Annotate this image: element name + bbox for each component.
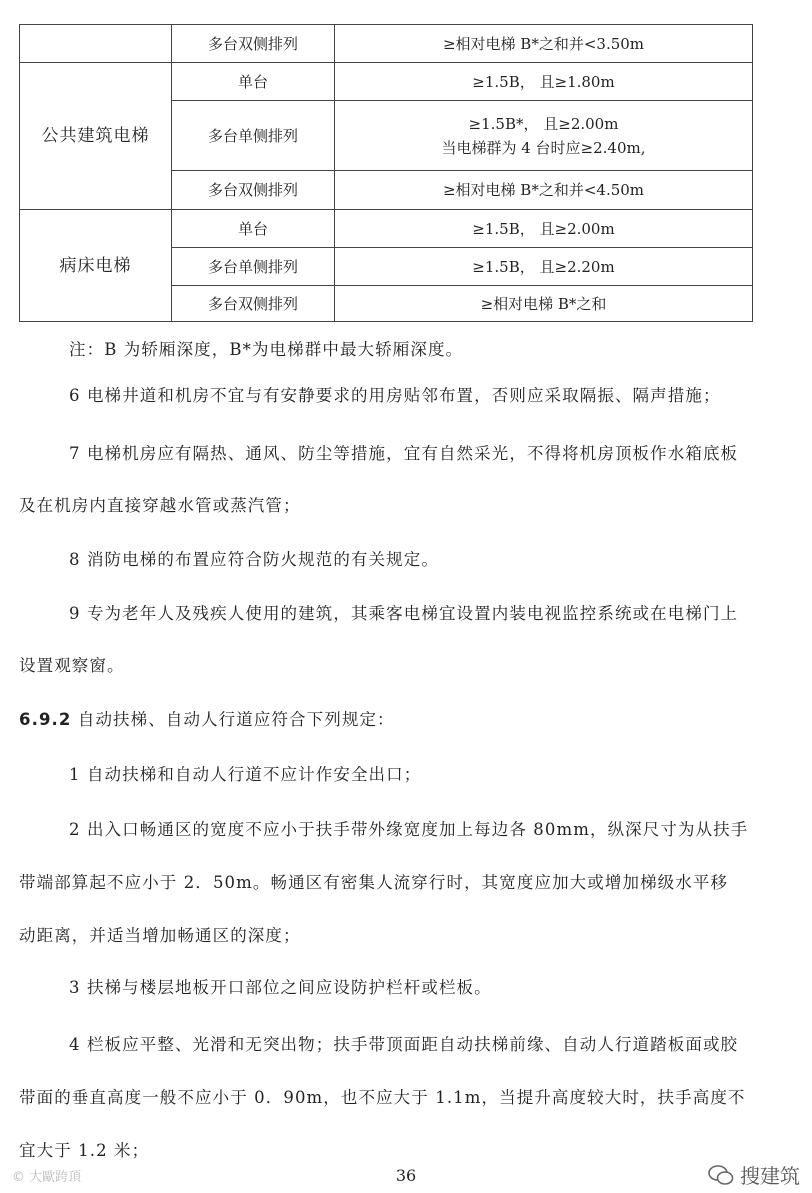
table-cell-category: 病床电梯: [20, 210, 172, 322]
value-line: 当电梯群为 4 台时应≥2.40m,: [441, 138, 646, 157]
clause-8: 8 消防电梯的布置应符合防火规范的有关规定。: [69, 550, 439, 569]
clause-2: 2 出入口畅通区的宽度不应小于扶手带外缘宽度加上每边各 80mm，纵深尺寸为从扶手: [69, 820, 749, 839]
wechat-icon: [708, 1164, 734, 1186]
table-cell-value: [335, 101, 753, 171]
clause-7-cont: 及在机房内直接穿越水管或蒸汽管；: [19, 496, 301, 515]
table-cell-config: 多台双侧排列: [172, 171, 335, 210]
clause-3: 3 扶梯与楼层地板开口部位之间应设防护栏杆或栏板。: [69, 978, 492, 997]
table-cell-config: 多台单侧排列: [172, 101, 335, 171]
table-cell-category: [20, 25, 172, 63]
table-cell-value: ≥相对电梯 B*之和并<3.50m: [335, 25, 753, 63]
clause-9-cont: 设置观察窗。: [19, 656, 125, 675]
watermark-right: [708, 1160, 800, 1189]
table-cell-value: ≥1.5B， 且≥2.00m: [335, 210, 753, 248]
watermark-left: © 大歐跨頂: [12, 1170, 82, 1185]
table-cell-value: ≥1.5B， 且≥2.20m: [335, 248, 753, 286]
section-heading: [19, 710, 799, 730]
clause-2-cont: 动距离，并适当增加畅通区的深度；: [19, 926, 301, 945]
table-cell-config: 单台: [172, 210, 335, 248]
clause-4-cont: 带面的垂直高度一般不应小于 0．90m，也不应大于 1.1m，当提升高度较大时，扶手高度不: [19, 1088, 746, 1107]
elevator-spec-table: [19, 24, 753, 322]
table-cell-value: ≥相对电梯 B*之和并<4.50m: [335, 171, 753, 210]
section-number: 6.9.2: [19, 710, 72, 729]
table-cell-config: 多台双侧排列: [172, 25, 335, 63]
table-cell-config: 单台: [172, 63, 335, 101]
clause-4: 4 栏板应平整、光滑和无突出物；扶手带顶面距自动扶梯前缘、自动人行道踏板面或胶: [69, 1035, 739, 1054]
table-note: 注：B 为轿厢深度，B*为电梯群中最大轿厢深度。: [69, 340, 464, 359]
watermark-right-text: 搜建筑: [740, 1164, 800, 1188]
table-cell-config: 多台单侧排列: [172, 248, 335, 286]
clause-4-cont: 宜大于 1.2 米；: [19, 1141, 150, 1160]
value-line: ≥1.5B*， 且≥2.00m: [468, 114, 619, 133]
table-cell-category: 公共建筑电梯: [20, 63, 172, 210]
clause-9: 9 专为老年人及残疾人使用的建筑，其乘客电梯宜设置内装电视监控系统或在电梯门上: [69, 604, 739, 623]
table-cell-config: 多台双侧排列: [172, 286, 335, 322]
clause-2-cont: 带端部算起不应小于 2．50m。畅通区有密集人流穿行时，其宽度应加大或增加梯级水平移: [19, 873, 729, 892]
clause-7: 7 电梯机房应有隔热、通风、防尘等措施，宜有自然采光，不得将机房顶板作水箱底板: [69, 444, 739, 463]
clause-1: 1 自动扶梯和自动人行道不应计作安全出口；: [69, 765, 422, 784]
section-title: 自动扶梯、自动人行道应符合下列规定：: [77, 710, 395, 729]
clause-6: 6 电梯井道和机房不宜与有安静要求的用房贴邻布置，否则应采取隔振、隔声措施；: [69, 386, 721, 405]
table-row: [20, 25, 753, 63]
table-cell-value: ≥相对电梯 B*之和: [335, 286, 753, 322]
table-row: [20, 63, 753, 101]
table-cell-value: ≥1.5B， 且≥1.80m: [335, 63, 753, 101]
table-row: [20, 210, 753, 248]
page-number: 36: [395, 1166, 417, 1185]
